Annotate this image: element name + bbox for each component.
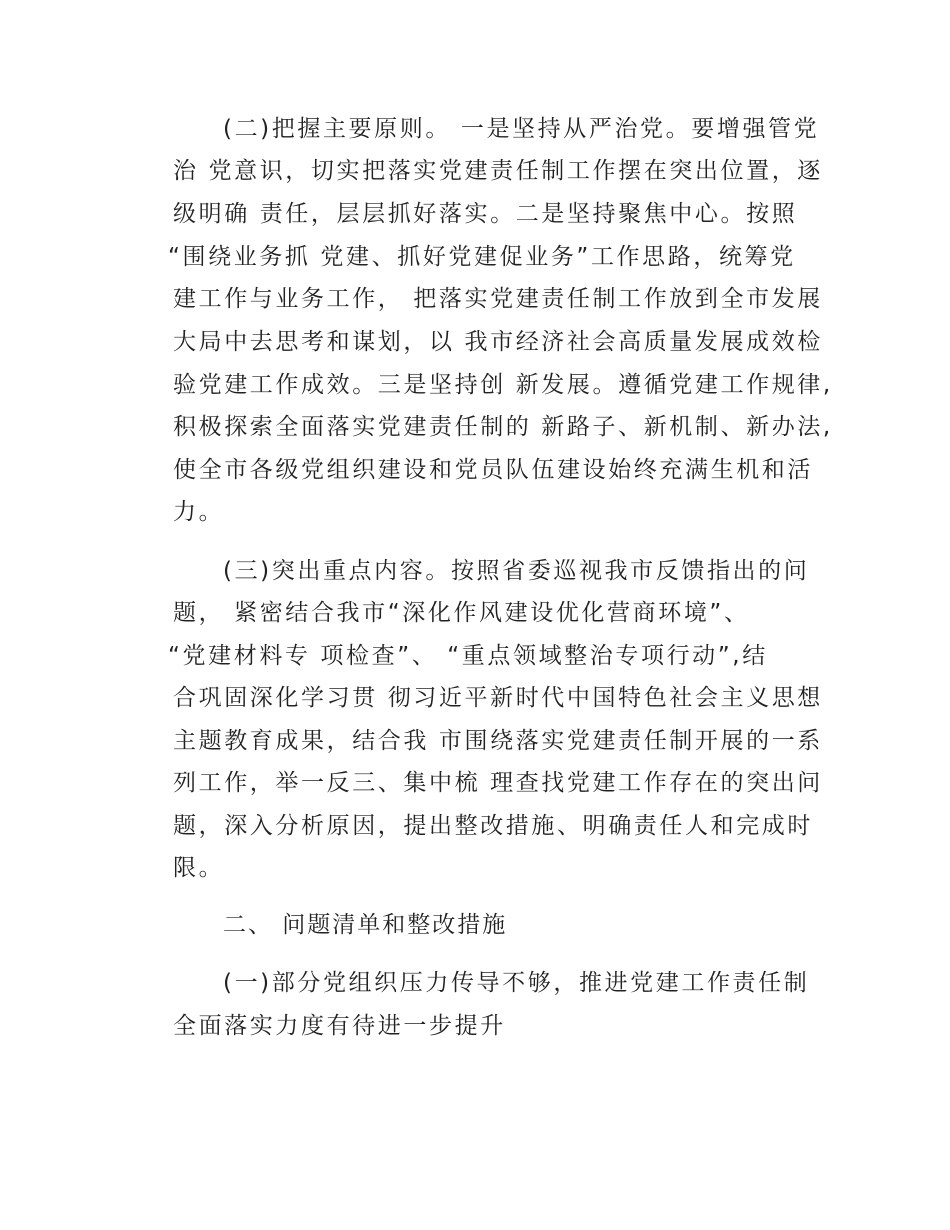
paragraph-line: 列工作，举一反三、集中梳 理查找党建工作存在的突出问 xyxy=(173,770,823,796)
paragraph-line: 大局中去思考和谋划，以 我市经济社会高质量发展成效检 xyxy=(173,329,823,355)
paragraph-line: 力。 xyxy=(173,499,225,525)
paragraph-line: 治 党意识，切实把落实党建责任制工作摆在突出位置，逐 xyxy=(173,158,823,184)
paragraph-line: 题， 紧密结合我市“深化作风建设优化营商环境”、 xyxy=(173,600,750,626)
paragraph-line: 合巩固深化学习贯 彻习近平新时代中国特色社会主义思想 xyxy=(173,685,823,711)
paragraph-line: (一)部分党组织压力传导不够，推进党建工作责任制 xyxy=(223,970,810,996)
paragraph-line: 验党建工作成效。三是坚持创 新发展。遵循党建工作规律, xyxy=(173,372,833,398)
paragraph-line: 建工作与业务工作， 把落实党建责任制工作放到全市发展 xyxy=(173,286,823,312)
paragraph-line: 题，深入分析原因，提出整改措施、明确责任人和完成时 xyxy=(173,813,813,839)
paragraph-line: 限。 xyxy=(173,855,225,881)
section-heading: 二、 问题清单和整改措施 xyxy=(223,912,508,938)
paragraph-line: 积极探索全面落实党建责任制的 新路子、新机制、新办法, xyxy=(173,414,833,440)
paragraph-line: “围绕业务抓 党建、抓好党建促业务”工作思路，统筹党 xyxy=(168,244,796,270)
paragraph-line: (三)突出重点内容。按照省委巡视我市反馈指出的问 xyxy=(223,558,810,584)
paragraph-line: 全面落实力度有待进一步提升 xyxy=(173,1013,506,1039)
paragraph-line: (二)把握主要原则。 一是坚持从严治党。要增强管党 xyxy=(223,116,820,142)
paragraph-line: “党建材料专 项检查”、 “重点领域整治专项行动”,结 xyxy=(168,643,768,669)
paragraph-line: 使全市各级党组织建设和党员队伍建设始终充满生机和活 xyxy=(173,457,813,483)
paragraph-line: 主题教育成果，结合我 市围绕落实党建责任制开展的一系 xyxy=(173,728,823,754)
paragraph-line: 级明确 责任，层层抓好落实。二是坚持聚焦中心。按照 xyxy=(173,201,798,227)
